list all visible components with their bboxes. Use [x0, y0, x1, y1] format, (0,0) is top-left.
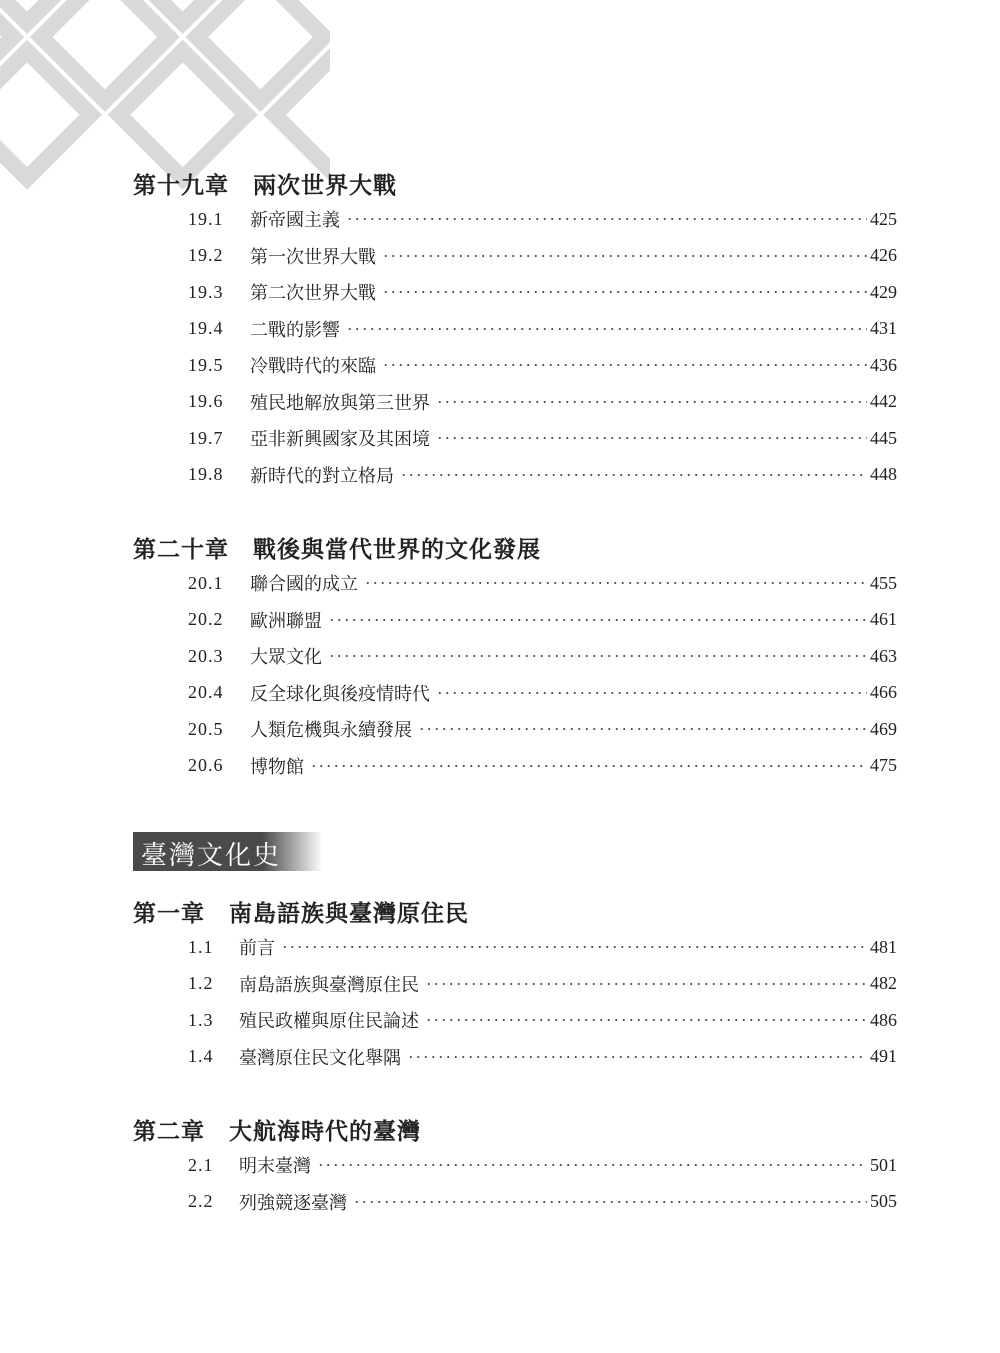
page-number: 466: [870, 682, 897, 702]
toc-entry[interactable]: [188, 605, 897, 635]
section-number: 20.5: [188, 718, 224, 739]
section-title: 二戰的影響: [250, 319, 340, 341]
page-number: 469: [870, 718, 897, 739]
dot-leader: [328, 655, 867, 657]
page-number: 448: [870, 464, 897, 484]
section-number: 20.3: [188, 645, 224, 666]
page-number: 445: [870, 427, 897, 448]
section-number: 1.3: [188, 1009, 214, 1030]
page-number: 463: [870, 645, 897, 666]
page-number: 431: [870, 318, 897, 338]
dot-leader: [382, 364, 867, 366]
section-number: 20.2: [188, 609, 224, 629]
dot-leader: [346, 328, 867, 330]
toc-entry[interactable]: [188, 1187, 897, 1217]
section-title: 南島語族與臺灣原住民: [239, 974, 419, 996]
toc-entry[interactable]: [188, 314, 897, 344]
section-number: 2.2: [188, 1191, 214, 1211]
section-title: 新帝國主義: [250, 210, 340, 231]
toc-entry[interactable]: [188, 751, 897, 781]
section-number: 19.1: [188, 208, 224, 229]
section-number: 1.4: [188, 1046, 214, 1066]
toc-entry[interactable]: [188, 932, 897, 962]
toc-entry[interactable]: [188, 350, 897, 380]
section-number: 19.4: [188, 318, 224, 338]
section-number: 19.3: [188, 281, 224, 302]
dot-leader: [281, 946, 867, 948]
dot-leader: [436, 692, 867, 694]
toc-entry[interactable]: [188, 204, 897, 234]
page-number: 475: [870, 755, 897, 775]
section-number: 1.2: [188, 973, 214, 993]
section-title: 新時代的對立格局: [250, 465, 394, 487]
chapter-title: 戰後與當代世界的文化發展: [253, 536, 541, 563]
chapter-number: 第一章: [133, 900, 205, 927]
chapter-number: 第二十章: [133, 536, 229, 563]
section-number: 20.6: [188, 755, 224, 775]
toc-entry[interactable]: [188, 1150, 897, 1180]
page-number: 482: [870, 973, 897, 993]
page-number: 436: [870, 354, 897, 375]
dot-leader: [418, 728, 867, 730]
section-number: 1.1: [188, 936, 214, 957]
section-number: 19.6: [188, 391, 224, 411]
toc-entry[interactable]: [188, 1042, 897, 1072]
section-title: 第一次世界大戰: [250, 246, 376, 268]
toc-entry[interactable]: [188, 714, 897, 744]
section-number: 20.4: [188, 682, 224, 702]
toc-entry[interactable]: [188, 460, 897, 490]
dot-leader: [317, 1164, 867, 1166]
section-title: 博物館: [250, 756, 304, 778]
section-title: 歐洲聯盟: [250, 610, 322, 632]
section-number: 19.2: [188, 245, 224, 265]
section-title: 聯合國的成立: [250, 574, 358, 595]
page-number: 501: [870, 1154, 897, 1175]
toc-entry[interactable]: [188, 568, 897, 598]
section-title: 大眾文化: [250, 647, 322, 668]
chapter-heading: [133, 167, 397, 200]
page-number: 425: [870, 208, 897, 229]
section-title: 亞非新興國家及其困境: [250, 429, 430, 450]
page-number: 491: [870, 1046, 897, 1066]
section-title: 反全球化與後疫情時代: [250, 683, 430, 705]
dot-leader: [400, 474, 867, 476]
section-title: 明末臺灣: [239, 1156, 311, 1177]
toc-entry[interactable]: [188, 387, 897, 417]
chapter-title: 兩次世界大戰: [253, 172, 397, 199]
dot-leader: [382, 255, 867, 257]
part-title: 臺灣文化史: [141, 841, 282, 871]
section-number: 2.1: [188, 1154, 214, 1175]
dot-leader: [353, 1201, 867, 1203]
dot-leader: [364, 582, 867, 584]
chapter-number: 第十九章: [133, 172, 229, 199]
toc-entry[interactable]: [188, 423, 897, 453]
toc-entry[interactable]: [188, 1005, 897, 1035]
section-title: 殖民地解放與第三世界: [250, 392, 430, 414]
section-number: 20.1: [188, 572, 224, 593]
dot-leader: [382, 291, 867, 293]
part-banner: [133, 832, 323, 871]
dot-leader: [436, 401, 867, 403]
section-title: 臺灣原住民文化舉隅: [239, 1047, 401, 1069]
page-number: 505: [870, 1191, 897, 1211]
page-number: 429: [870, 281, 897, 302]
section-title: 第二次世界大戰: [250, 283, 376, 304]
dot-leader: [425, 1019, 867, 1021]
toc-entry[interactable]: [188, 969, 897, 999]
section-title: 前言: [239, 938, 275, 959]
page-number: 426: [870, 245, 897, 265]
chapter-title: 大航海時代的臺灣: [229, 1118, 421, 1145]
dot-leader: [425, 983, 867, 985]
page-number: 455: [870, 572, 897, 593]
toc-entry[interactable]: [188, 678, 897, 708]
chapter-heading: [133, 895, 469, 928]
dot-leader: [436, 437, 867, 439]
section-number: 19.5: [188, 354, 224, 375]
section-title: 人類危機與永續發展: [250, 720, 412, 741]
dot-leader: [407, 1056, 867, 1058]
dot-leader: [346, 218, 867, 220]
section-title: 殖民政權與原住民論述: [239, 1011, 419, 1032]
section-number: 19.8: [188, 464, 224, 484]
dot-leader: [310, 765, 867, 767]
toc-entry[interactable]: [188, 241, 897, 271]
page-number: 461: [870, 609, 897, 629]
page-number: 442: [870, 391, 897, 411]
section-number: 19.7: [188, 427, 224, 448]
toc-entry[interactable]: [188, 277, 897, 307]
dot-leader: [328, 619, 867, 621]
page-number: 481: [870, 936, 897, 957]
toc-entry[interactable]: [188, 641, 897, 671]
chapter-number: 第二章: [133, 1118, 205, 1145]
page-number: 486: [870, 1009, 897, 1030]
chapter-heading: [133, 531, 541, 564]
chapter-heading: [133, 1113, 421, 1146]
section-title: 列強競逐臺灣: [239, 1192, 347, 1214]
chapter-title: 南島語族與臺灣原住民: [229, 900, 469, 927]
section-title: 冷戰時代的來臨: [250, 356, 376, 377]
